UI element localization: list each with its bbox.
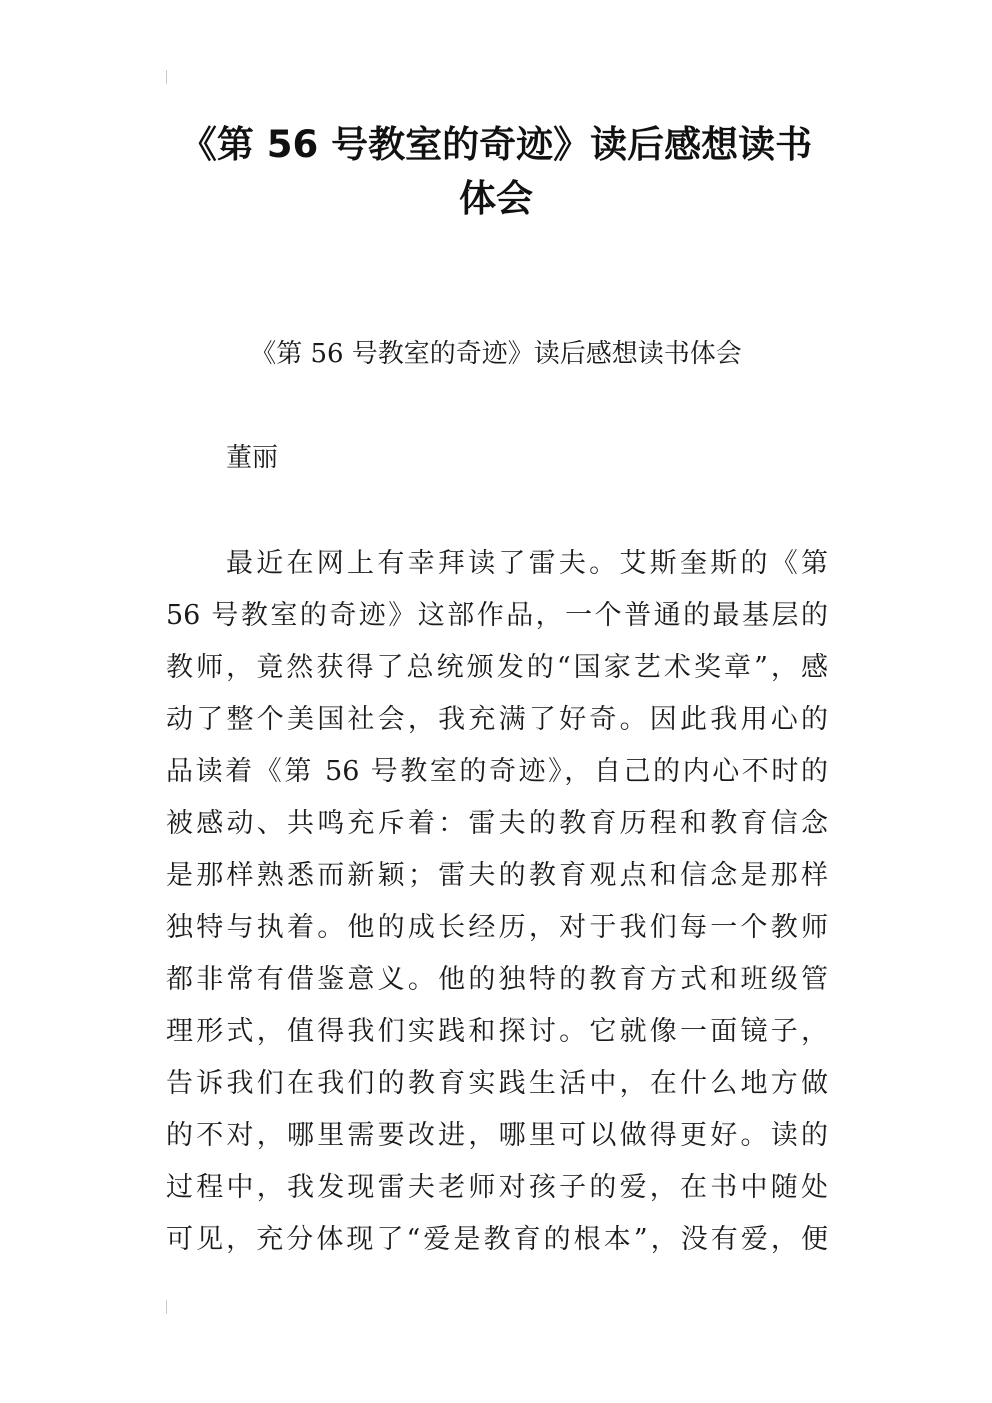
body-line: 理形式，值得我们实践和探讨。它就像一面镜子， (166, 1016, 828, 1047)
corner-mark-top (166, 70, 167, 84)
body-line: 可见，充分体现了“爱是教育的根本”，没有爱，便 (166, 1224, 828, 1255)
author-name: 董丽 (226, 443, 279, 473)
body-line: 被感动、共鸣充斥着：雷夫的教育历程和教育信念 (166, 808, 828, 839)
body-line: 独特与执着。他的成长经历，对于我们每一个教师 (166, 912, 828, 943)
document-subtitle: 《第 56 号教室的奇迹》读后感想读书体会 (250, 339, 742, 369)
corner-mark-bottom (166, 1300, 167, 1314)
body-line: 56 号教室的奇迹》这部作品，一个普通的最基层的 (166, 600, 828, 631)
body-line: 过程中，我发现雷夫老师对孩子的爱，在书中随处 (166, 1172, 828, 1203)
body-line: 告诉我们在我们的教育实践生活中，在什么地方做 (166, 1068, 828, 1099)
body-line: 品读着《第 56 号教室的奇迹》，自己的内心不时的 (166, 756, 828, 787)
body-line: 的不对，哪里需要改进，哪里可以做得更好。读的 (166, 1120, 828, 1151)
body-line: 最近在网上有幸拜读了雷夫。艾斯奎斯的《第 (226, 548, 828, 579)
body-line: 教师，竟然获得了总统颁发的“国家艺术奖章”，感 (166, 652, 828, 683)
body-paragraph (166, 538, 828, 1266)
body-line: 都非常有借鉴意义。他的独特的教育方式和班级管 (166, 964, 828, 995)
body-line: 是那样熟悉而新颖；雷夫的教育观点和信念是那样 (166, 860, 828, 891)
body-line: 动了整个美国社会，我充满了好奇。因此我用心的 (166, 704, 828, 735)
title-line-2: 体会 (459, 177, 533, 220)
title-line-1: 《第 56 号教室的奇迹》读后感想读书 (179, 123, 813, 166)
document-title (150, 118, 842, 226)
